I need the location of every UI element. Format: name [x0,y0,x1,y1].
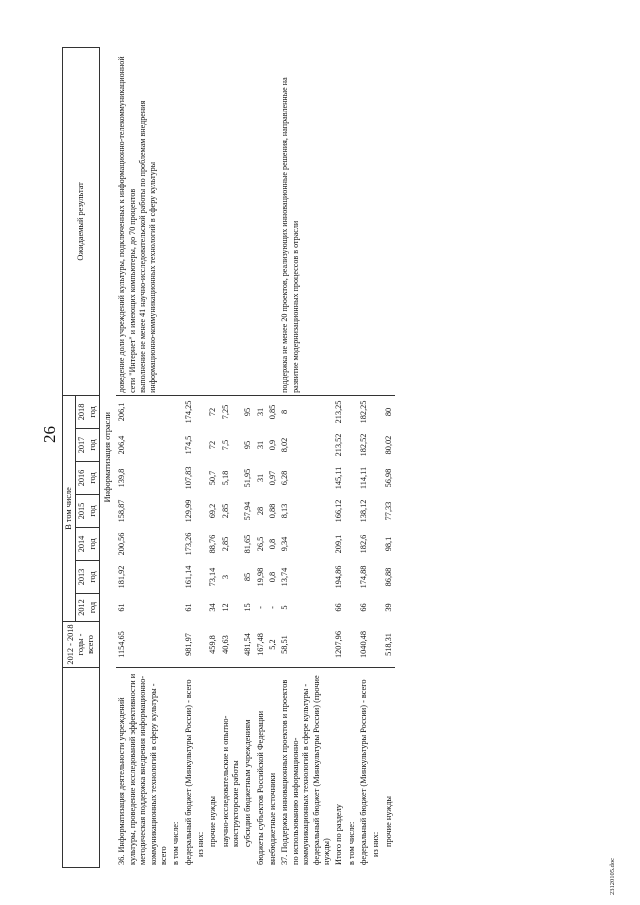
row-value: 98,1 [383,536,393,552]
row-value [195,528,207,561]
row-value: 5,2 [267,622,279,668]
row-value: 459,8 [207,622,219,668]
row-value: 57,94 [243,501,253,521]
row-value: 181,92 [117,565,127,589]
row-value [370,495,382,528]
row-value [170,495,182,528]
row-value: 167,48 [255,622,267,668]
row-result [333,47,345,395]
row-label: прочие нужды [383,796,393,847]
row-value [346,594,358,622]
header-blank [63,668,100,868]
row-value: 7,25 [220,404,230,420]
row-result [383,47,395,395]
row-value: 1040,48 [358,622,370,668]
row-value: 1154,65 [116,622,170,668]
row-value [346,495,358,528]
row-value: 145,11 [334,466,344,490]
row-label: в том числе: [346,821,356,865]
row-value: 518,31 [383,622,395,668]
row-value: 31 [255,440,265,450]
table-row [267,47,279,867]
table-row [255,47,267,867]
row-value [170,429,182,462]
row-value: 481,54 [242,622,254,668]
row-value: 66 [358,603,368,612]
row-value [346,429,358,462]
row-value [195,561,207,594]
table-row [116,47,170,867]
row-value [170,528,182,561]
row-label: субсидии бюджетным учреждениям [243,719,253,847]
row-result [242,47,254,395]
row-value [195,594,207,622]
row-value: 6,28 [280,470,290,486]
row-result [346,47,358,395]
section-row [100,47,117,867]
row-result [370,47,382,395]
row-label: из них: [195,831,205,857]
row-value: - [255,606,265,609]
row-value: 174,5 [183,435,193,455]
row-label: научно-исследовательские и опытно-конструкторские работы [220,715,241,847]
row-value [170,561,182,594]
row-value: 81,65 [243,534,253,554]
table-row [279,47,333,867]
row-result [195,47,207,395]
row-value: 161,14 [183,565,193,589]
row-value: 8 [280,409,290,415]
row-value [195,429,207,462]
row-result: доведение доли учреждений культуры, подключенных к информационно-телекоммуникационной сети "Интернет" и имеющих компьютеры, до 70 процентов выполнение не менее 41 научно-исследовательской работы по проблемам внедрения информационно-коммуникационных технологий в сферу культуры [116,47,170,395]
footer-code: 23120105.doc [609,857,616,895]
header-year: 2017 год [76,429,100,462]
table-row [370,47,382,867]
table-row [170,47,182,867]
row-value: 72 [208,440,218,450]
row-value: 50,7 [208,470,218,486]
row-value: 0,97 [268,470,278,486]
row-value: 114,11 [358,466,368,490]
row-value: 209,1 [334,534,344,554]
row-value: 34 [208,603,218,612]
row-value: 39 [383,603,393,612]
header-result: Ожидаемый результат [63,47,100,395]
table-row [195,47,207,867]
row-value [370,594,382,622]
row-value: 61 [117,603,127,612]
header-in-that-number: В том числе [63,395,76,621]
row-value [346,561,358,594]
row-value: 12 [220,603,230,612]
row-label: в том числе: [171,821,181,865]
header-year: 2018 год [76,395,100,428]
row-value: 5 [280,605,290,610]
row-value: 77,33 [383,501,393,521]
row-value: 9,34 [280,536,290,552]
row-value: 182,25 [358,400,368,424]
page-number: 26 [40,426,59,443]
row-value: 2,85 [220,503,230,519]
row-label: Итого по разделу [334,804,344,865]
row-value: 72 [208,407,218,417]
budget-table-sheet [62,48,582,868]
row-result [255,47,267,395]
row-value [195,495,207,528]
row-value: 28 [255,506,265,516]
row-value: 182,6 [358,534,368,554]
row-label: 36. Информатизация деятельности учреждений культуры, проведение исследований эффективности и методическая поддержка внедрения информационно-коммуникационных технологий в сферу культуры - всего [117,673,168,865]
header-period: 2012 - 2018 годы - всего [63,622,100,668]
row-value: 213,52 [334,433,344,457]
row-value [170,395,182,428]
row-value: 7,5 [220,439,230,451]
row-value: 0,9 [268,439,278,451]
row-value [370,429,382,462]
row-value: 107,83 [183,466,193,490]
row-value [170,462,182,495]
row-value: 166,12 [334,499,344,523]
row-value: 56,98 [383,468,393,488]
row-result [207,47,219,395]
row-value [370,528,382,561]
row-value: 66 [334,603,344,612]
row-result [220,47,243,395]
table-row [358,47,370,867]
row-value: 981,97 [183,622,195,668]
row-result [183,47,195,395]
row-value: 19,98 [255,567,265,587]
row-value: 95 [243,407,253,417]
row-value [370,561,382,594]
table-header [63,47,100,867]
row-value: 3 [220,574,230,580]
table-row [346,47,358,867]
row-value: 73,14 [208,567,218,587]
row-value: 174,25 [183,400,193,424]
row-value: 174,88 [358,565,368,589]
header-year: 2015 год [76,495,100,528]
row-value: 31 [255,407,265,417]
table-row [220,47,243,867]
row-value: 173,26 [183,532,193,556]
row-value [346,395,358,428]
row-value: 0,8 [268,538,278,550]
row-value: 61 [183,603,193,612]
row-value: 15 [243,603,253,612]
row-value: 1207,96 [333,622,345,668]
row-value: 0,88 [268,503,278,519]
header-year: 2014 год [76,528,100,561]
row-value [195,622,207,668]
row-label: из них: [371,831,381,857]
row-value: 85 [243,572,253,582]
section-title: Информатизация отрасли [103,412,113,503]
row-value [170,594,182,622]
table-row [242,47,254,867]
row-value: 206,1 [117,402,127,422]
header-year: 2013 год [76,561,100,594]
table-row [383,47,395,867]
row-label: бюджеты субъектов Российской Федерации [255,710,265,865]
row-value: 26,5 [255,536,265,552]
row-value: 31 [255,473,265,483]
row-value: 138,12 [358,499,368,523]
row-value [370,622,382,668]
row-value: 213,25 [334,400,344,424]
row-value: 40,63 [220,622,243,668]
table-row [207,47,219,867]
table-row [333,47,345,867]
header-year: 2016 год [76,462,100,495]
row-label: 37. Поддержка инновационных проектов и проектов по использованию информационно-коммуникационных технологий в сфере культуры - федеральный бюджет (Минкультуры России) (прочие нужды) [280,675,331,865]
row-value [370,395,382,428]
row-value: 200,56 [117,532,127,556]
row-value: 0,8 [268,571,278,583]
row-label: федеральный бюджет (Минкультуры России) - всего [183,679,193,865]
row-value [346,462,358,495]
row-value [195,395,207,428]
row-value: 5,18 [220,470,230,486]
row-value: 88,76 [208,534,218,554]
row-label: прочие нужды [208,796,218,847]
row-value: 129,99 [183,499,193,523]
row-value: 80,02 [383,435,393,455]
row-value: 194,86 [334,565,344,589]
row-result: поддержка не менее 20 проектов, реализующих инновационные решения, направленные на развитие модернизационных процессов в отрасли [279,47,333,395]
row-value: 58,51 [279,622,333,668]
row-value [195,462,207,495]
row-result [267,47,279,395]
row-value: 206,4 [117,435,127,455]
table-row [183,47,195,867]
row-value: 13,74 [280,567,290,587]
row-value: 8,02 [280,437,290,453]
row-value: 139,8 [117,468,127,488]
budget-table [62,47,395,868]
row-value: - [268,606,278,609]
row-value: 51,95 [243,468,253,488]
row-result [170,47,182,395]
row-label: федеральный бюджет (Минкультуры России) - всего [358,679,368,865]
row-result [358,47,370,395]
row-value: 158,87 [117,499,127,523]
row-label: внебюджетные источники [268,772,278,865]
row-value: 86,88 [383,567,393,587]
header-year: 2012 год [76,594,100,622]
row-value: 69,2 [208,503,218,519]
row-value: 2,85 [220,536,230,552]
row-value: 95 [243,440,253,450]
row-value [346,622,358,668]
row-value [370,462,382,495]
row-value: 8,13 [280,503,290,519]
row-value [170,622,182,668]
table-body [100,47,395,867]
row-value: 182,52 [358,433,368,457]
row-value: 0,85 [268,404,278,420]
row-value: 80 [383,407,393,417]
row-value [346,528,358,561]
